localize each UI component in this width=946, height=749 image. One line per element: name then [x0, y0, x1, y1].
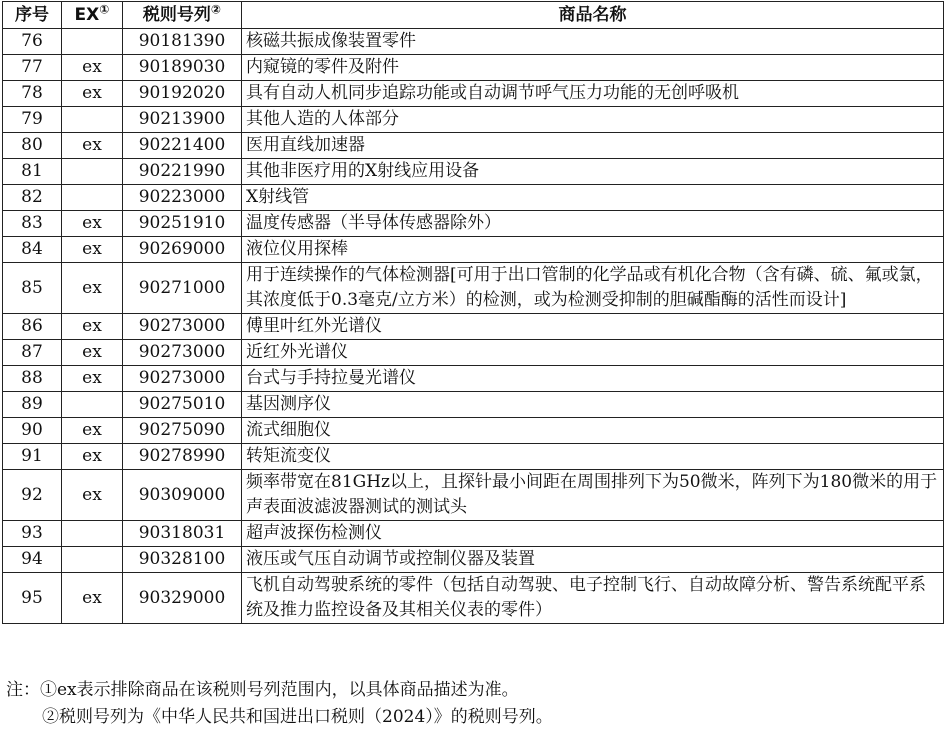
cell-code: 90221400	[123, 133, 242, 159]
cell-name: 台式与手持拉曼光谱仪	[242, 366, 944, 392]
table-row	[3, 521, 944, 547]
footnote-1: 注：①ex表示排除商品在该税则号列范围内，以具体商品描述为准。	[6, 680, 519, 700]
cell-name: 飞机自动驾驶系统的零件（包括自动驾驶、电子控制飞行、自动故障分析、警告系统配平系统及推力监控设备及其相关仪表的零件）	[242, 573, 944, 624]
table-row	[3, 211, 944, 237]
table-row	[3, 392, 944, 418]
cell-ex: ex	[62, 418, 123, 444]
table-row	[3, 444, 944, 470]
table-row	[3, 340, 944, 366]
cell-code: 90192020	[123, 81, 242, 107]
cell-name: 液位仪用探棒	[242, 237, 944, 263]
table-row	[3, 314, 944, 340]
cell-name: X射线管	[242, 185, 944, 211]
cell-name: 核磁共振成像装置零件	[242, 29, 944, 55]
cell-name: 温度传感器（半导体传感器除外）	[242, 211, 944, 237]
cell-seq: 95	[3, 573, 62, 624]
cell-ex	[62, 29, 123, 55]
cell-seq: 88	[3, 366, 62, 392]
cell-code: 90273000	[123, 340, 242, 366]
cell-name: 其他非医疗用的X射线应用设备	[242, 159, 944, 185]
cell-seq: 79	[3, 107, 62, 133]
cell-name: 医用直线加速器	[242, 133, 944, 159]
header-name: 商品名称	[242, 2, 944, 29]
cell-code: 90278990	[123, 444, 242, 470]
cell-ex	[62, 521, 123, 547]
cell-code: 90251910	[123, 211, 242, 237]
cell-ex: ex	[62, 340, 123, 366]
cell-name: 转矩流变仪	[242, 444, 944, 470]
footnote-mark-1: ①	[99, 1, 110, 16]
table-row	[3, 81, 944, 107]
footnote-2: ②税则号列为《中华人民共和国进出口税则（2024）》的税则号列。	[42, 707, 553, 727]
cell-code: 90223000	[123, 185, 242, 211]
cell-seq: 80	[3, 133, 62, 159]
cell-code: 90221990	[123, 159, 242, 185]
cell-name: 基因测序仪	[242, 392, 944, 418]
cell-name: 液压或气压自动调节或控制仪器及装置	[242, 547, 944, 573]
cell-ex: ex	[62, 237, 123, 263]
cell-code: 90329000	[123, 573, 242, 624]
header-code: 税则号列②	[123, 2, 242, 29]
table-header	[3, 2, 944, 29]
cell-name: 内窥镜的零件及附件	[242, 55, 944, 81]
footnotes	[6, 677, 553, 731]
cell-seq: 92	[3, 470, 62, 521]
cell-code: 90189030	[123, 55, 242, 81]
cell-seq: 91	[3, 444, 62, 470]
table-row	[3, 237, 944, 263]
cell-seq: 82	[3, 185, 62, 211]
cell-code: 90181390	[123, 29, 242, 55]
table-row	[3, 185, 944, 211]
cell-ex: ex	[62, 444, 123, 470]
table-row	[3, 470, 944, 521]
table-row	[3, 366, 944, 392]
cell-ex: ex	[62, 366, 123, 392]
table-row	[3, 573, 944, 624]
cell-ex: ex	[62, 81, 123, 107]
tariff-table	[2, 1, 944, 624]
cell-ex: ex	[62, 263, 123, 314]
cell-seq: 83	[3, 211, 62, 237]
cell-ex: ex	[62, 211, 123, 237]
cell-ex: ex	[62, 133, 123, 159]
cell-code: 90273000	[123, 366, 242, 392]
cell-code: 90275010	[123, 392, 242, 418]
cell-name: 具有自动人机同步追踪功能或自动调节呼气压力功能的无创呼吸机	[242, 81, 944, 107]
cell-code: 90309000	[123, 470, 242, 521]
table-body	[3, 29, 944, 624]
cell-code: 90275090	[123, 418, 242, 444]
table-row	[3, 133, 944, 159]
cell-seq: 81	[3, 159, 62, 185]
cell-seq: 84	[3, 237, 62, 263]
cell-code: 90271000	[123, 263, 242, 314]
cell-seq: 76	[3, 29, 62, 55]
header-row	[3, 2, 944, 29]
header-ex: EX①	[62, 2, 123, 29]
cell-ex: ex	[62, 573, 123, 624]
footnote-mark-2: ②	[210, 1, 222, 16]
table-row	[3, 547, 944, 573]
cell-name: 其他人造的人体部分	[242, 107, 944, 133]
cell-seq: 87	[3, 340, 62, 366]
cell-seq: 86	[3, 314, 62, 340]
cell-ex: ex	[62, 470, 123, 521]
table-row	[3, 263, 944, 314]
cell-name: 流式细胞仪	[242, 418, 944, 444]
cell-code: 90269000	[123, 237, 242, 263]
cell-name: 用于连续操作的气体检测器[可用于出口管制的化学品或有机化合物（含有磷、硫、氟或氯，其浓度低于0.3毫克/立方米）的检测，或为检测受抑制的胆碱酯酶的活性而设计]	[242, 263, 944, 314]
cell-code: 90328100	[123, 547, 242, 573]
table-row	[3, 29, 944, 55]
cell-seq: 93	[3, 521, 62, 547]
cell-code: 90273000	[123, 314, 242, 340]
cell-code: 90213900	[123, 107, 242, 133]
cell-seq: 90	[3, 418, 62, 444]
table-row	[3, 159, 944, 185]
cell-seq: 77	[3, 55, 62, 81]
table-row	[3, 418, 944, 444]
table-row	[3, 107, 944, 133]
cell-seq: 89	[3, 392, 62, 418]
cell-ex	[62, 547, 123, 573]
cell-ex	[62, 185, 123, 211]
cell-code: 90318031	[123, 521, 242, 547]
cell-ex	[62, 159, 123, 185]
table-row	[3, 55, 944, 81]
cell-name: 近红外光谱仪	[242, 340, 944, 366]
header-seq: 序号	[3, 2, 62, 29]
cell-name: 超声波探伤检测仪	[242, 521, 944, 547]
cell-ex: ex	[62, 314, 123, 340]
cell-ex	[62, 392, 123, 418]
cell-seq: 78	[3, 81, 62, 107]
cell-name: 频率带宽在81GHz以上，且探针最小间距在周围排列下为50微米，阵列下为180微米的用于声表面波滤波器测试的测试头	[242, 470, 944, 521]
cell-name: 傅里叶红外光谱仪	[242, 314, 944, 340]
cell-ex	[62, 107, 123, 133]
cell-ex: ex	[62, 55, 123, 81]
cell-seq: 85	[3, 263, 62, 314]
cell-seq: 94	[3, 547, 62, 573]
